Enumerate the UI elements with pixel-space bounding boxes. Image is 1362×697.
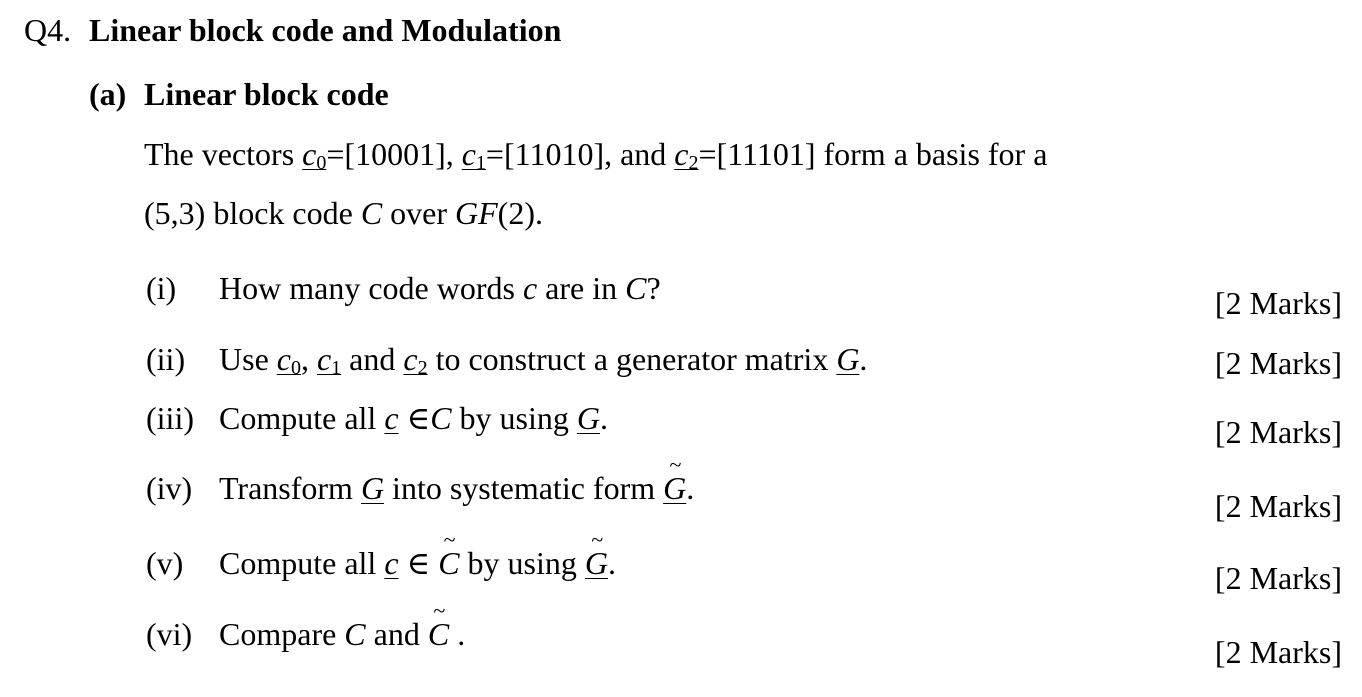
item-marks: [2 Marks]: [1214, 345, 1342, 381]
item-text: Compare C and ~ C .: [219, 614, 465, 654]
item-text: Compute all c ∈C by using G.: [219, 400, 608, 436]
item-marks: [2 Marks]: [1214, 634, 1342, 670]
item-marks: [2 Marks]: [1214, 560, 1342, 596]
part-title: Linear block code: [144, 76, 389, 112]
item-marks: [2 Marks]: [1214, 488, 1342, 524]
vector-c2: $c_2$: [674, 136, 699, 174]
part-label: (a): [89, 76, 127, 112]
intro-line-1: The vectors $c_0=[10001]$, $c_1=[11010]$, and $c_2=[11101]$ form a basis for a: [144, 136, 1048, 174]
c-tilde: ~ C: [438, 543, 459, 583]
vector-c1: $c_1$: [461, 136, 486, 174]
item-number: (v): [146, 545, 184, 581]
item-marks: [2 Marks]: [1214, 285, 1342, 321]
g-tilde: ~ G: [663, 468, 686, 508]
item-number: (iii): [146, 400, 194, 436]
item-number: (vi): [146, 616, 193, 652]
c-tilde: ~ C: [428, 614, 449, 654]
question-title: Linear block code and Modulation: [89, 12, 562, 48]
item-number: (iv): [146, 470, 193, 506]
item-number: (ii): [146, 341, 186, 377]
item-text: Compute all c ∈ ~ C by using ~ G.: [219, 543, 616, 583]
item-marks: [2 Marks]: [1214, 414, 1342, 450]
item-text: Use $c_0$, $c_1$ and $c_2$ to construct a generator matrix G.: [219, 341, 868, 379]
item-text: How many code words c are in C?: [219, 270, 661, 306]
vector-c0: $c_0$: [302, 136, 327, 174]
item-text: Transform G into systematic form ~ G.: [219, 468, 694, 508]
g-tilde: ~ G: [585, 543, 608, 583]
question-number: Q4.: [24, 12, 72, 48]
intro-line-2: (5,3) block code C over GF(2).: [144, 195, 543, 231]
item-number: (i): [146, 270, 177, 306]
